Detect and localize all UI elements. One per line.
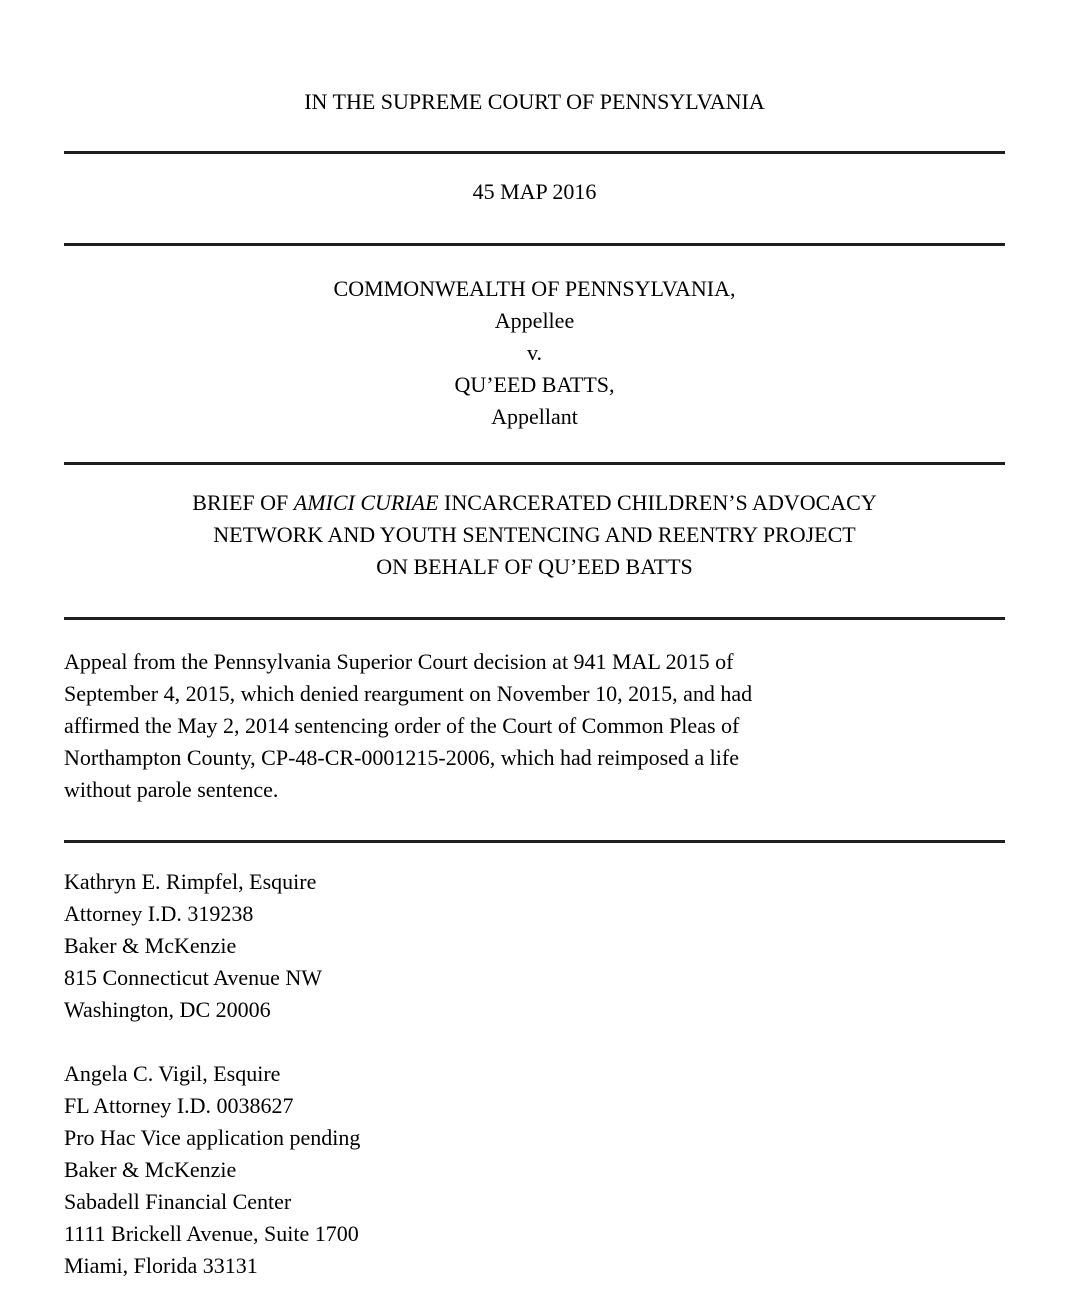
counsel-firm: Baker & McKenzie — [64, 1157, 237, 1182]
brief-title-line1-prefix: BRIEF OF — [192, 490, 294, 515]
horizontal-rule — [64, 840, 1005, 843]
counsel-address-street: 1111 Brickell Avenue, Suite 1700 — [64, 1221, 359, 1246]
appeal-statement-line: September 4, 2015, which denied reargument on November 10, 2015, and had — [64, 681, 753, 706]
caption-party2: QU’EED BATTS, — [454, 372, 615, 397]
horizontal-rule — [64, 617, 1005, 620]
caption-party2-role: Appellant — [491, 404, 578, 429]
appeal-statement — [64, 646, 1005, 806]
horizontal-rule — [64, 151, 1005, 154]
brief-title-line3: ON BEHALF OF QU’EED BATTS — [376, 554, 693, 579]
docket-number: 45 MAP 2016 — [472, 179, 597, 204]
caption-versus: v. — [526, 340, 543, 365]
counsel-address-street: 815 Connecticut Avenue NW — [64, 965, 323, 990]
counsel-name: Angela C. Vigil, Esquire — [64, 1061, 281, 1086]
counsel-block-rimpfel — [64, 866, 1005, 1026]
brief-title — [64, 487, 1005, 583]
counsel-pro-hac-vice-note: Pro Hac Vice application pending — [64, 1125, 361, 1150]
counsel-attorney-id: Attorney I.D. 319238 — [64, 901, 254, 926]
counsel-firm: Baker & McKenzie — [64, 933, 237, 958]
counsel-address-city: Washington, DC 20006 — [64, 997, 271, 1022]
brief-title-line1-italic: AMICI CURIAE — [293, 490, 439, 515]
appeal-statement-line: without parole sentence. — [64, 777, 279, 802]
appeal-statement-line: affirmed the May 2, 2014 sentencing order of the Court of Common Pleas of — [64, 713, 740, 738]
brief-title-line1 — [64, 487, 1005, 519]
appeal-statement-line: Appeal from the Pennsylvania Superior Court decision at 941 MAL 2015 of — [64, 649, 734, 674]
counsel-address-city: Miami, Florida 33131 — [64, 1253, 258, 1278]
counsel-attorney-id: FL Attorney I.D. 0038627 — [64, 1093, 294, 1118]
counsel-name: Kathryn E. Rimpfel, Esquire — [64, 869, 317, 894]
caption-party1: COMMONWEALTH OF PENNSYLVANIA, — [333, 276, 736, 301]
brief-title-line2: NETWORK AND YOUTH SENTENCING AND REENTRY PROJECT — [213, 522, 856, 547]
case-caption — [64, 273, 1005, 433]
horizontal-rule — [64, 243, 1005, 246]
court-header: IN THE SUPREME COURT OF PENNSYLVANIA — [304, 89, 765, 114]
appeal-statement-line: Northampton County, CP-48-CR-0001215-2006, which had reimposed a life — [64, 745, 739, 770]
brief-title-line1-suffix: INCARCERATED CHILDREN’S ADVOCACY — [438, 490, 877, 515]
counsel-building: Sabadell Financial Center — [64, 1189, 292, 1214]
horizontal-rule — [64, 462, 1005, 465]
counsel-block-vigil — [64, 1058, 1005, 1282]
caption-party1-role: Appellee — [494, 308, 575, 333]
